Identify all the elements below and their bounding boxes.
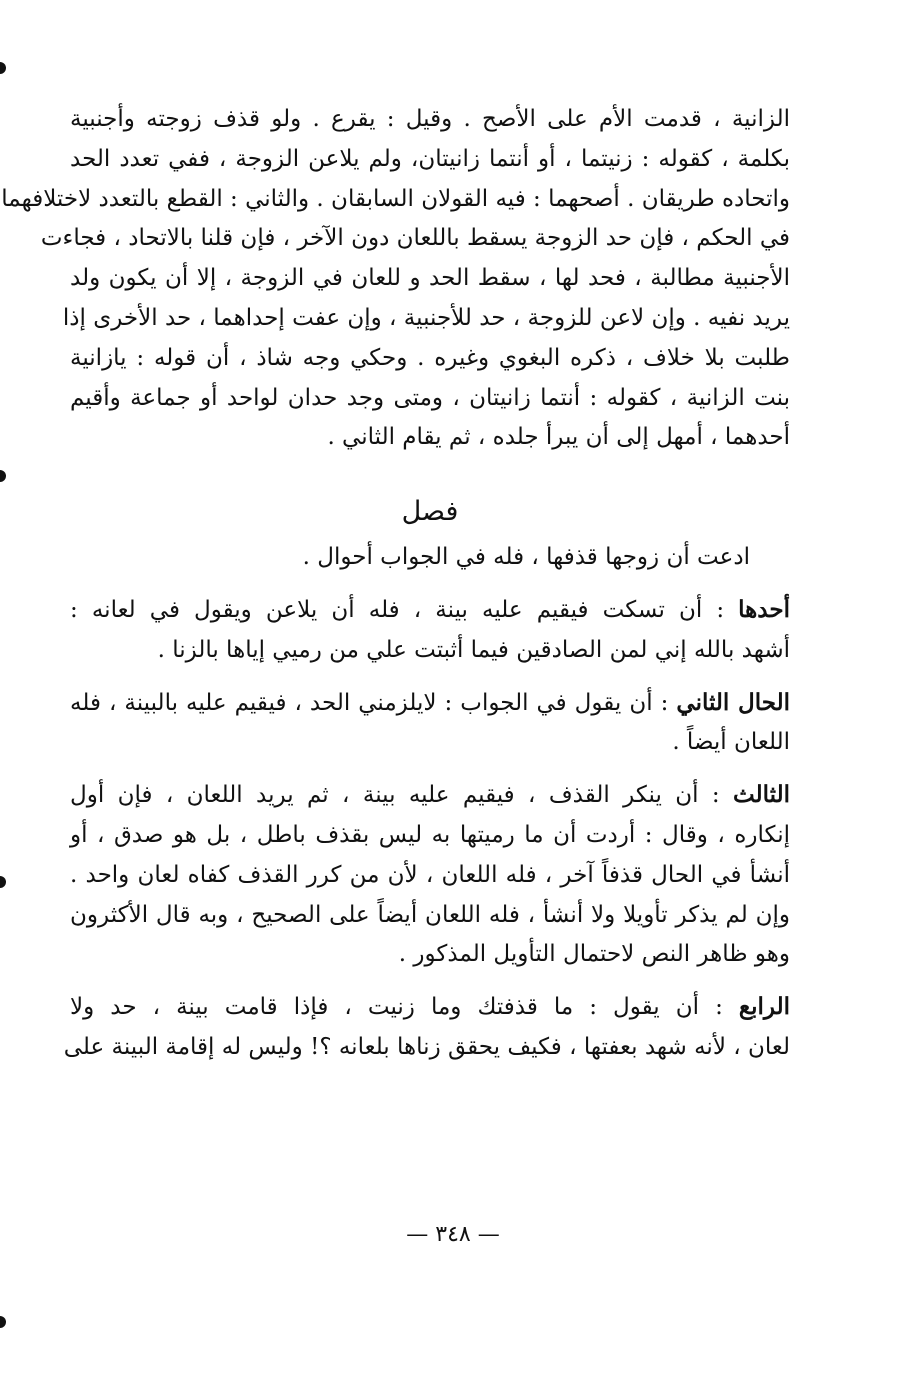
text-line: الزانية ، قدمت الأم على الأصح . وقيل : يقرع . ولو قذف زوجته وأجنبية [70, 106, 790, 132]
text-line: الأجنبية مطالبة ، فحد لها ، سقط الحد و للعان في الزوجة ، إلا أن يكون ولد [70, 265, 790, 292]
text-line: وإن لم يذكر تأويلا ولا أنشأ ، فله اللعان أيضاً على الصحيح ، وبه قال الأكثرون [70, 901, 790, 928]
binding-mark [0, 470, 6, 482]
case-four-text: : أن يقول : ما قذفتك وما زنيت ، فإذا قامت بينة ، حد ولا [70, 994, 739, 1021]
text-line: ادعت أن زوجها قذفها ، فله في الجواب أحوال . [302, 544, 750, 571]
text-line: يريد نفيه . وإن لاعن للزوجة ، حد للأجنبية ، وإن عفت إحداهما ، حد الأخرى إذا [62, 304, 790, 331]
page-text [1, 100, 791, 1068]
text-line: واتحاده طريقان . أصحهما : فيه القولان السابقان . والثاني : القطع بالتعدد لاختلافهما [1, 185, 790, 212]
binding-mark [0, 62, 6, 74]
case-three-lead: الثالث [733, 781, 790, 809]
text-line: أشهد بالله إني لمن الصادقين فيما أثبتت علي من رميي إياها بالزنا . [157, 636, 790, 663]
text-line: أنشأ في الحال قذفاً آخر ، فله اللعان ، لأن من كرر القذف كفاه لعان واحد . [70, 861, 790, 888]
text-line: بكلمة ، كقوله : زنيتما ، أو أنتما زانيتان، ولم يلاعن الزوجة ، ففي تعدد الحد [70, 145, 790, 172]
text-line [70, 683, 790, 724]
binding-mark [0, 1316, 6, 1328]
case-two-text: : أن يقول في الجواب : لايلزمني الحد ، فيقيم عليه بالبينة ، فله [70, 689, 677, 716]
text-line: إنكاره ، وقال : أردت أن ما رميتها به ليس بقذف باطل ، بل هو صدق ، أو [70, 821, 790, 848]
case-one-lead: أحدها [738, 595, 790, 623]
case-one-paragraph [70, 590, 790, 671]
text-line [70, 987, 790, 1028]
binding-mark [0, 876, 6, 888]
case-three-text: : أن ينكر القذف ، فيقيم عليه بينة ، ثم يريد اللعان ، فإن أول [70, 782, 734, 809]
case-two-lead: الحال الثاني [676, 688, 791, 716]
text-line: في الحكم ، فإن حد الزوجة يسقط باللعان دون الآخر ، فإن قلنا بالاتحاد ، فجاءت [40, 225, 790, 252]
page-number: — ٣٤٨ — [406, 1222, 500, 1247]
text-line [70, 590, 790, 631]
case-four-lead: الرابع [738, 993, 790, 1021]
text-line: لعان ، لأنه شهد بعفتها ، فكيف يحقق زناها بلعانه ؟! وليس له إقامة البينة على [63, 1033, 790, 1060]
text-line: طلبت بلا خلاف ، ذكره البغوي وغيره . وحكي وجه شاذ ، أن قوله : يازانية [70, 344, 790, 371]
text-line: اللعان أيضاً . [672, 729, 790, 756]
case-one-text: : أن تسكت فيقيم عليه بينة ، فله أن يلاعن ويقول في لعانه : [70, 596, 739, 623]
text-line [70, 775, 790, 816]
case-four-paragraph [63, 987, 790, 1068]
section-heading: فصل [401, 496, 459, 528]
text-line: وهو ظاهر النص لاحتمال التأويل المذكور . [398, 941, 790, 968]
case-three-paragraph [70, 775, 790, 975]
opening-block [1, 100, 790, 458]
text-line: بنت الزانية ، كقوله : أنتما زانيتان ، ومتى وجد حدان لواحد أو جماعة وأقيم [70, 384, 790, 411]
case-two-paragraph [70, 683, 790, 764]
intro-paragraph [70, 538, 790, 578]
text-line: أحدهما ، أمهل إلى أن يبرأ جلده ، ثم يقام الثاني . [327, 424, 790, 451]
